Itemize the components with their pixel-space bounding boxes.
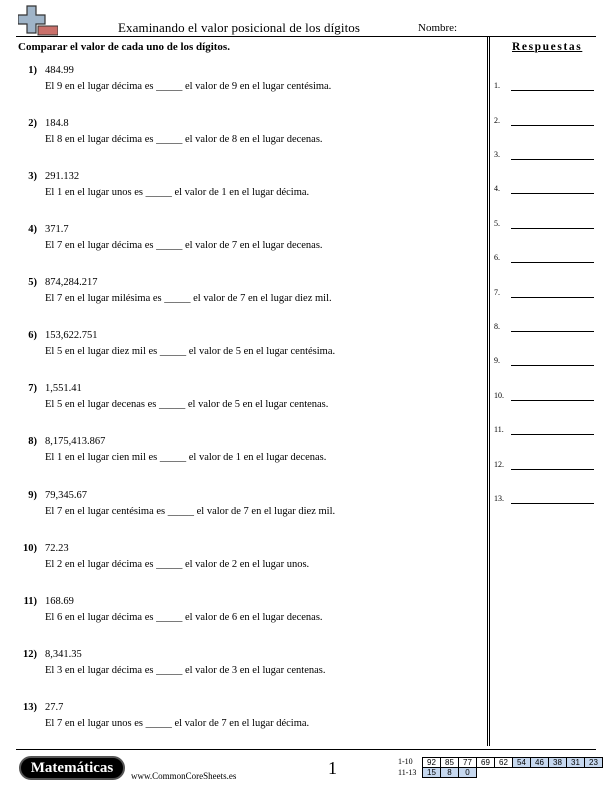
score-row [423,768,603,778]
score-cell: 15 [423,768,441,778]
problem-value: 291.132 [45,171,80,182]
score-cell: 62 [495,758,513,768]
problem-number: 1) [28,65,37,76]
answer-number: 13. [494,494,504,503]
answer-blank[interactable] [511,400,594,401]
answer-line-3[interactable] [494,146,594,160]
problem-value: 1,551.41 [45,383,82,394]
answer-blank[interactable] [511,331,594,332]
answer-number: 9. [494,356,500,365]
score-cell: 23 [585,758,603,768]
problem-number: 10) [23,543,37,554]
brand-badge: Matemáticas [19,756,125,780]
problem-text: El 7 en el lugar décima es _____ el valor de 7 en el lugar decenas. [45,240,323,251]
answer-blank[interactable] [511,503,594,504]
problem-value: 27.7 [45,702,64,713]
answer-blank[interactable] [511,125,594,126]
answer-blank[interactable] [511,193,594,194]
problem-number: 3) [28,171,37,182]
problem-text: El 5 en el lugar decenas es _____ el valor de 5 en el lugar centenas. [45,399,329,410]
problem-value: 153,622.751 [45,330,98,341]
problem-text: El 2 en el lugar décima es _____ el valor de 2 en el lugar unos. [45,559,310,570]
score-cell: 31 [567,758,585,768]
answer-number: 1. [494,81,500,90]
problem-value: 184.8 [45,118,69,129]
answer-blank[interactable] [511,90,594,91]
answer-line-4[interactable] [494,180,594,194]
answer-line-5[interactable] [494,215,594,229]
score-cell: 85 [441,758,459,768]
problem-text: El 8 en el lugar décima es _____ el valor de 8 en el lugar decenas. [45,134,323,145]
problem-value: 484.99 [45,65,74,76]
answer-blank[interactable] [511,297,594,298]
answer-number: 7. [494,288,500,297]
problem-text: El 5 en el lugar diez mil es _____ el valor de 5 en el lugar centésima. [45,346,336,357]
name-label: Nombre: [418,22,458,34]
score-cell: 69 [477,758,495,768]
problem-number: 6) [28,330,37,341]
site-url: www.CommonCoreSheets.es [131,771,237,781]
answer-number: 2. [494,116,500,125]
plus-minus-logo-icon [18,4,58,38]
problem-value: 8,341.35 [45,649,82,660]
answer-blank[interactable] [511,228,594,229]
problem-value: 371.7 [45,224,69,235]
problem-number: 12) [23,649,37,660]
problem-value: 79,345.67 [45,490,87,501]
answer-blank[interactable] [511,262,594,263]
problem-value: 72.23 [45,543,69,554]
answer-number: 5. [494,219,500,228]
answer-blank[interactable] [511,365,594,366]
answer-line-12[interactable] [494,456,594,470]
answer-blank[interactable] [511,434,594,435]
score-cell: 0 [459,768,477,778]
problem-value: 8,175,413.867 [45,436,106,447]
answer-line-2[interactable] [494,112,594,126]
problem-text: El 1 en el lugar unos es _____ el valor de 1 en el lugar décima. [45,187,310,198]
score-row [423,758,603,768]
score-cell: 92 [423,758,441,768]
problem-text: El 6 en el lugar décima es _____ el valor de 6 en el lugar decenas. [45,612,323,623]
answer-line-10[interactable] [494,387,594,401]
problem-text: El 9 en el lugar décima es _____ el valor de 9 en el lugar centésima. [45,81,332,92]
score-row-label: 1-10 [398,757,413,766]
answer-number: 4. [494,184,500,193]
answer-number: 11. [494,425,504,434]
answer-line-1[interactable] [494,77,594,91]
score-row-label: 11-13 [398,768,417,777]
problem-number: 13) [23,702,37,713]
score-cell: 54 [513,758,531,768]
answer-number: 6. [494,253,500,262]
problem-text: El 3 en el lugar décima es _____ el valor de 3 en el lugar centenas. [45,665,326,676]
problem-text: El 7 en el lugar centésima es _____ el valor de 7 en el lugar diez mil. [45,506,336,517]
answer-line-8[interactable] [494,318,594,332]
problem-number: 11) [23,596,37,607]
problem-value: 874,284.217 [45,277,98,288]
worksheet-title: Examinando el valor posicional de los dígitos [118,20,361,35]
problem-number: 8) [28,436,37,447]
footer-divider [16,749,596,750]
problem-number: 7) [28,383,37,394]
problem-text: El 7 en el lugar milésima es _____ el valor de 7 en el lugar diez mil. [45,293,332,304]
problem-value: 168.69 [45,596,74,607]
answer-blank[interactable] [511,469,594,470]
problem-text: El 7 en el lugar unos es _____ el valor de 7 en el lugar décima. [45,718,310,729]
page-number: 1 [328,758,337,778]
answer-line-11[interactable] [494,421,594,435]
score-table [422,757,603,778]
answer-line-7[interactable] [494,284,594,298]
answer-number: 10. [494,391,504,400]
score-cell: 38 [549,758,567,768]
answer-blank[interactable] [511,159,594,160]
problem-number: 4) [28,224,37,235]
instructions: Comparar el valor de cada uno de los dígitos. [18,41,230,53]
score-cell: 77 [459,758,477,768]
score-cell: 46 [531,758,549,768]
problem-number: 2) [28,118,37,129]
answer-number: 12. [494,460,504,469]
answer-number: 3. [494,150,500,159]
problem-number: 5) [28,277,37,288]
problem-number: 9) [28,490,37,501]
answer-line-6[interactable] [494,249,594,263]
answer-line-13[interactable] [494,490,594,504]
answers-title: Respuestas [512,41,583,53]
problem-text: El 1 en el lugar cien mil es _____ el valor de 1 en el lugar decenas. [45,452,327,463]
answer-number: 8. [494,322,500,331]
answer-line-9[interactable] [494,352,594,366]
score-cell: 8 [441,768,459,778]
